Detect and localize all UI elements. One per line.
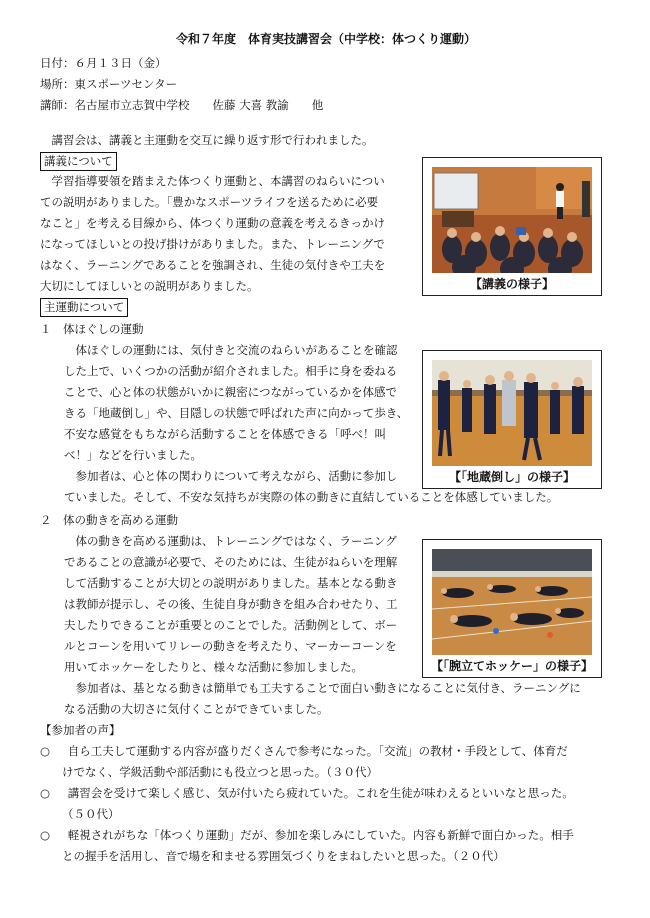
lecture-photo — [432, 167, 592, 273]
meta-place: 場所：東スポーツセンター — [40, 77, 178, 91]
meta-lecturer: 講師：名古屋市立志賀中学校 佐藤 大喜 教諭 他 — [40, 98, 324, 112]
lecture-heading: 講義について — [40, 152, 117, 171]
voice-line: （５０代） — [62, 807, 120, 821]
section2-title: ２ 体の動きを高める運動 — [40, 513, 178, 527]
jizo-photo-frame — [422, 350, 602, 489]
section1-line: べ！」などを行いました。 — [64, 448, 202, 462]
voice-line: 軽視されがちな「体つくり運動」だが、参加を楽しみにしていた。内容も新鮮で面白かった。相手 — [67, 828, 574, 842]
page-title: 令和７年度 体育実技講習会（中学校：体つくり運動） — [175, 32, 476, 46]
voice-item — [40, 783, 612, 825]
section1-line: した上で、いくつかの活動が紹介されました。相手に身を委ねる — [64, 364, 398, 378]
section1-line: 不安な感覚をもちながら活動することを体感できる「呼べ！叫 — [64, 427, 386, 441]
voice-bullet: ○ — [40, 786, 51, 800]
section2-line: 用いてホッケーをしたりと、様々な活動に参加しました。 — [64, 660, 363, 674]
section2-after-line: 参加者は、基となる動きは簡単でも工夫することで面白い動きになることに気付き、ラーニングに — [75, 681, 581, 695]
section2-line: であることの意識が必要で、そのためには、生徒がねらいを理解 — [64, 555, 398, 569]
lecture-line: になってほしいとの投げ掛けがありました。また、トレーニングで — [40, 237, 385, 251]
lecture-line: ての説明がありました。「豊かなスポーツライフを送るために必要 — [40, 195, 379, 209]
lecture-line: 大切にしてほしいとの説明がありました。 — [40, 279, 259, 293]
section1-line: ことで、心と体の状態がいかに親密につながっているかを体感で — [64, 385, 398, 399]
lecture-photo-frame — [422, 157, 602, 296]
voices-section — [40, 720, 612, 867]
voice-bullet: ○ — [40, 828, 51, 842]
section2-text — [40, 531, 424, 678]
hockey-photo-frame — [422, 539, 602, 678]
section2-after — [40, 678, 612, 720]
voice-line: 講習会を受けて楽しく感じ、気が付いたら疲れていた。これを生徒が味わえるといいなと思った。 — [67, 786, 574, 800]
lecture-line: はなく、ラーニングであることを強調され、生徒の気付きや工夫を — [40, 258, 386, 272]
section1-line: 体ほぐしの運動には、気付きと交流のねらいがあることを確認 — [75, 343, 398, 357]
main-heading: 主運動について — [40, 298, 128, 317]
section2-line: 夫したりできることが重要とのことでした。活動例として、ボー — [64, 618, 398, 632]
intro-paragraph: 講習会は、講義と主運動を交互に繰り返す形で行われました。 — [51, 133, 374, 147]
section1-title: １ 体ほぐしの運動 — [40, 322, 144, 336]
jizo-photo — [432, 360, 592, 466]
voice-line: けでなく、学級活動や部活動にも役立つと思った。（３０代） — [62, 765, 379, 779]
lecture-photo-caption: 【講義の様子】 — [469, 277, 554, 291]
voice-line: との握手を活用し、音で場を和ませる雰囲気づくりをまねしたいと思った。（２０代） — [62, 849, 505, 863]
voice-text — [62, 741, 612, 783]
lecture-line: 学習指導要領を踏まえた体つくり運動と、本講習のねらいについ — [51, 174, 385, 188]
section2-line: ルとコーンを用いてリレーの動きを考えたり、マーカーコーンを — [64, 639, 397, 653]
hockey-photo-caption: 【「腕立てホッケー」の様子】 — [430, 659, 593, 673]
section1-after-line: ていました。そして、不安な気持ちが実際の体の動きに直結していることを体感していました。 — [64, 490, 559, 504]
hockey-photo — [432, 549, 592, 655]
voices-heading: 【参加者の声】 — [40, 723, 121, 737]
section2-line: して活動することが大切との説明がありました。基本となる動き — [64, 576, 398, 590]
section1-text — [40, 340, 424, 466]
jizo-photo-caption: 【「地蔵倒し」の様子】 — [448, 470, 575, 484]
lecture-line: なこと」を考える目線から、体つくり運動の意義を考えるきっかけ — [40, 216, 385, 230]
voice-bullet: ○ — [40, 744, 51, 758]
meta-date: 日付：６月１３日（金） — [40, 56, 167, 70]
voice-line: 自ら工夫して運動する内容が盛りだくさんで参考になった。「交流」の教材・手段として、体育だ — [67, 744, 568, 758]
voice-text — [62, 783, 612, 825]
section1-line: きる「地蔵倒し」や、目隠しの状態で呼ばれた声に向かって歩き、 — [64, 406, 409, 420]
section2-line: は教師が提示し、その後、生徒自身が動きを組み合わせたり、工 — [64, 597, 398, 611]
voice-text — [62, 825, 612, 867]
section2-line: 体の動きを高める運動は、トレーニングではなく、ラーニング — [75, 534, 397, 548]
voice-item — [40, 825, 612, 867]
section1-after-line: 参加者は、心と体の関わりについて考えながら、活動に参加し — [75, 469, 398, 483]
section2-after-line: なる活動の大切さに気付くことができていました。 — [64, 702, 329, 716]
voice-item — [40, 741, 612, 783]
lecture-text — [40, 171, 410, 297]
